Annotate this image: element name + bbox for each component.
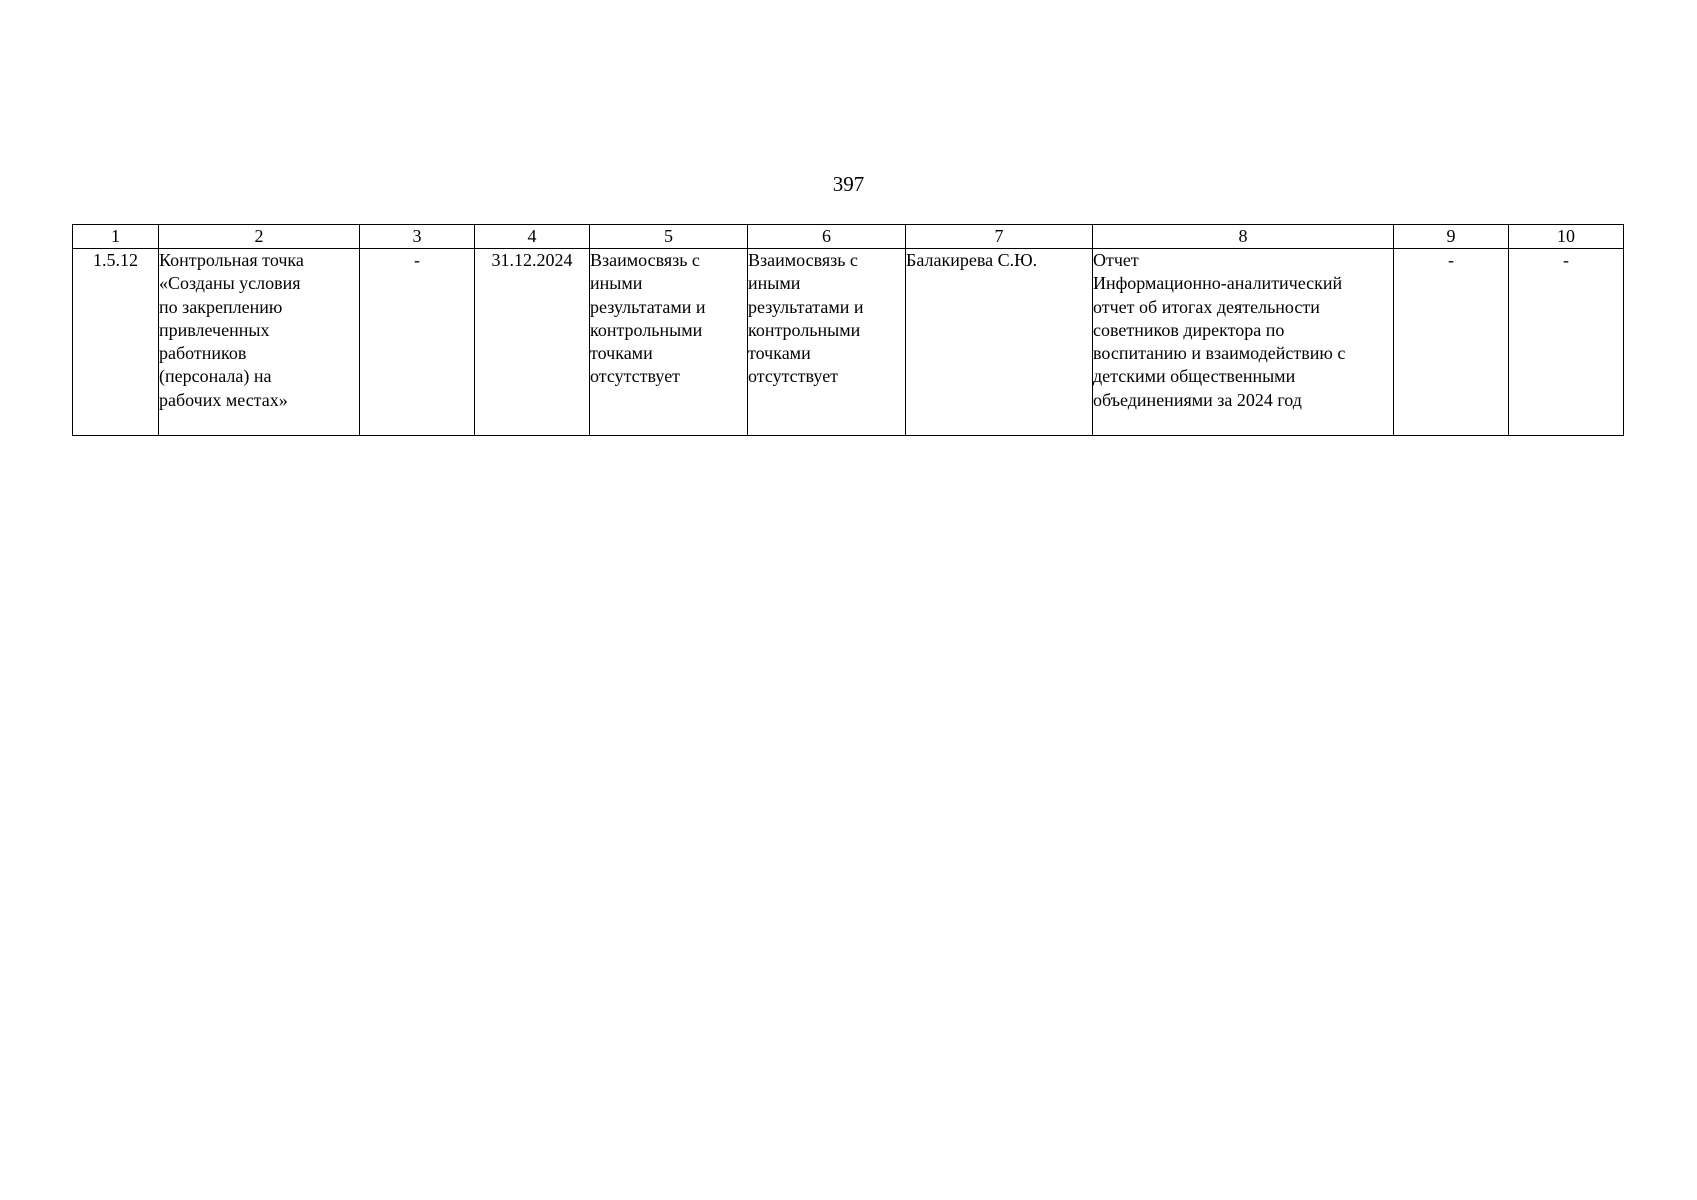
header-cell-4: 4 [475,225,590,249]
cell-report-text: Отчет Информационно-аналитический отчет об итогах деятельности советников директора по воспитанию и взаимодействию с детскими общественными объединениями за 2024 год [1093,250,1346,410]
cell-col3 [360,249,475,436]
header-cell-3: 3 [360,225,475,249]
cell-report [1093,249,1394,436]
table-row [73,249,1624,436]
header-cell-1: 1 [73,225,159,249]
cell-number [73,249,159,436]
cell-number-text: 1.5.12 [93,250,138,270]
cell-col10-text: - [1563,250,1569,270]
header-cell-2: 2 [159,225,360,249]
cell-responsible-text: Балакирева С.Ю. [906,250,1038,270]
cell-relation-b-text: Взаимосвязь с иными результатами и контрольными точками отсутствует [748,250,864,387]
header-row [73,225,1624,249]
cell-col9-text: - [1448,250,1454,270]
header-cell-8: 8 [1093,225,1394,249]
cell-date [475,249,590,436]
cell-relation-b [748,249,906,436]
page-number: 397 [832,172,865,196]
cell-relation-a [590,249,748,436]
header-cell-10: 10 [1509,225,1624,249]
header-cell-6: 6 [748,225,906,249]
header-cell-5: 5 [590,225,748,249]
cell-name-text: Контрольная точка «Созданы условия по закреплению привлеченных работников (персонала) на рабочих местах» [159,250,304,410]
cell-relation-a-text: Взаимосвязь с иными результатами и контрольными точками отсутствует [590,250,706,387]
cell-date-text: 31.12.2024 [491,250,573,270]
cell-name [159,249,360,436]
plan-table [72,224,1624,436]
header-cell-7: 7 [906,225,1093,249]
cell-col10 [1509,249,1624,436]
cell-col3-text: - [414,250,420,270]
cell-responsible [906,249,1093,436]
cell-col9 [1394,249,1509,436]
header-cell-9: 9 [1394,225,1509,249]
